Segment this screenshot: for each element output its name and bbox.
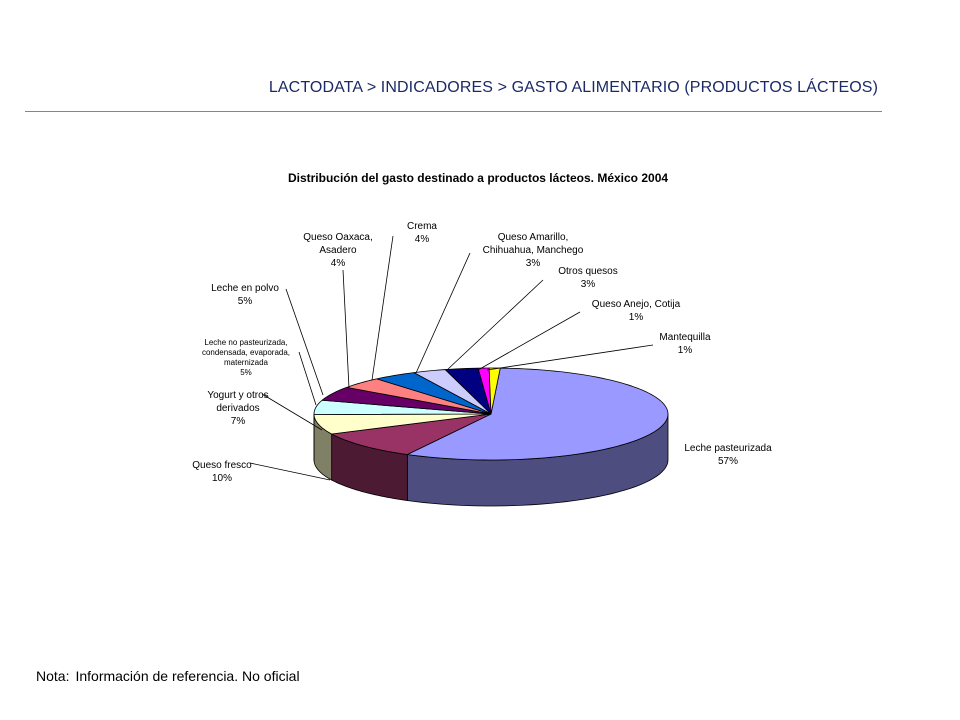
slice-name-label: Otros quesos [558,266,618,277]
chart-title: Distribución del gasto destinado a productos lácteos. México 2004 [287,171,669,185]
slice-percent-label: 5% [240,368,252,377]
slice-name-label: Chihuahua, Manchego [482,245,584,256]
slice-label-leche-no-pasteurizada-condensada-evaporada-maternizada [202,338,290,377]
slice-percent-label: 1% [628,312,644,323]
footnote-text: Información de referencia. No oficial [75,668,300,684]
slice-name-label: Leche pasteurizada [684,443,772,454]
slice-percent-label: 57% [717,456,739,467]
slice-percent-label: 5% [237,296,253,307]
slice-label-leche-pasteurizada [684,443,772,467]
slice-label-queso-fresco [192,460,252,484]
slice-label-mantequilla [659,332,711,356]
slice-label-otros-quesos [558,266,617,290]
slice-name-label: condensada, evaporada, [201,348,291,357]
slice-percent-label: 4% [330,258,346,269]
pie-slices [314,368,668,460]
slice-name-label: Mantequilla [659,332,711,343]
slice-label-yogurt-y-otros-derivados [207,390,268,427]
slice-name-label: maternizada [223,358,269,367]
leader-line-queso-anejo-cotija [478,312,580,370]
slice-label-leche-en-polvo [211,283,279,307]
leader-line-queso-amarillo-chihuahua-manchego [416,253,470,373]
slice-percent-label: 3% [525,258,541,269]
leader-line-yogurt-y-otros-derivados [262,394,322,430]
leader-line-leche-no-pasteurizada-condensada-evaporada-maternizada [299,352,316,405]
slice-percent-label: 7% [230,416,246,427]
slice-label-queso-amarillo-chihuahua-manchego [483,232,584,269]
leader-line-queso-oaxaca-asadero [343,270,349,388]
leader-line-crema [372,236,393,380]
slice-label-crema [407,221,437,245]
footnote-label: Nota: [36,668,70,684]
slice-name-label: Queso fresco [192,460,252,471]
slice-name-label: derivados [216,403,260,414]
slice-name-label: Yogurt y otros [207,390,269,401]
slice-percent-label: 4% [414,234,430,245]
footnote [36,668,300,684]
slice-label-queso-anejo-cotija [592,299,681,323]
slice-percent-label: 3% [580,279,596,290]
leader-line-leche-en-polvo [286,289,323,395]
slice-name-label: Queso Anejo, Cotija [591,299,681,310]
slice-label-queso-oaxaca-asadero [303,232,372,269]
slice-percent-label: 10% [211,473,233,484]
slice-percent-label: 1% [677,345,693,356]
slice-name-label: Queso Amarillo, [497,232,569,243]
slice-name-label: Leche en polvo [211,283,279,294]
slice-name-label: Leche no pasteurizada, [204,338,288,347]
page-title: LACTODATA > INDICADORES > GASTO ALIMENTARIO (PRODUCTOS LÁCTEOS) [268,79,878,96]
slice-name-label: Queso Oaxaca, [303,232,373,243]
leader-line-otros-quesos [447,280,543,370]
slice-name-label: Crema [406,221,438,232]
slice-name-label: Asadero [319,245,357,256]
leader-line-mantequilla [487,345,653,370]
